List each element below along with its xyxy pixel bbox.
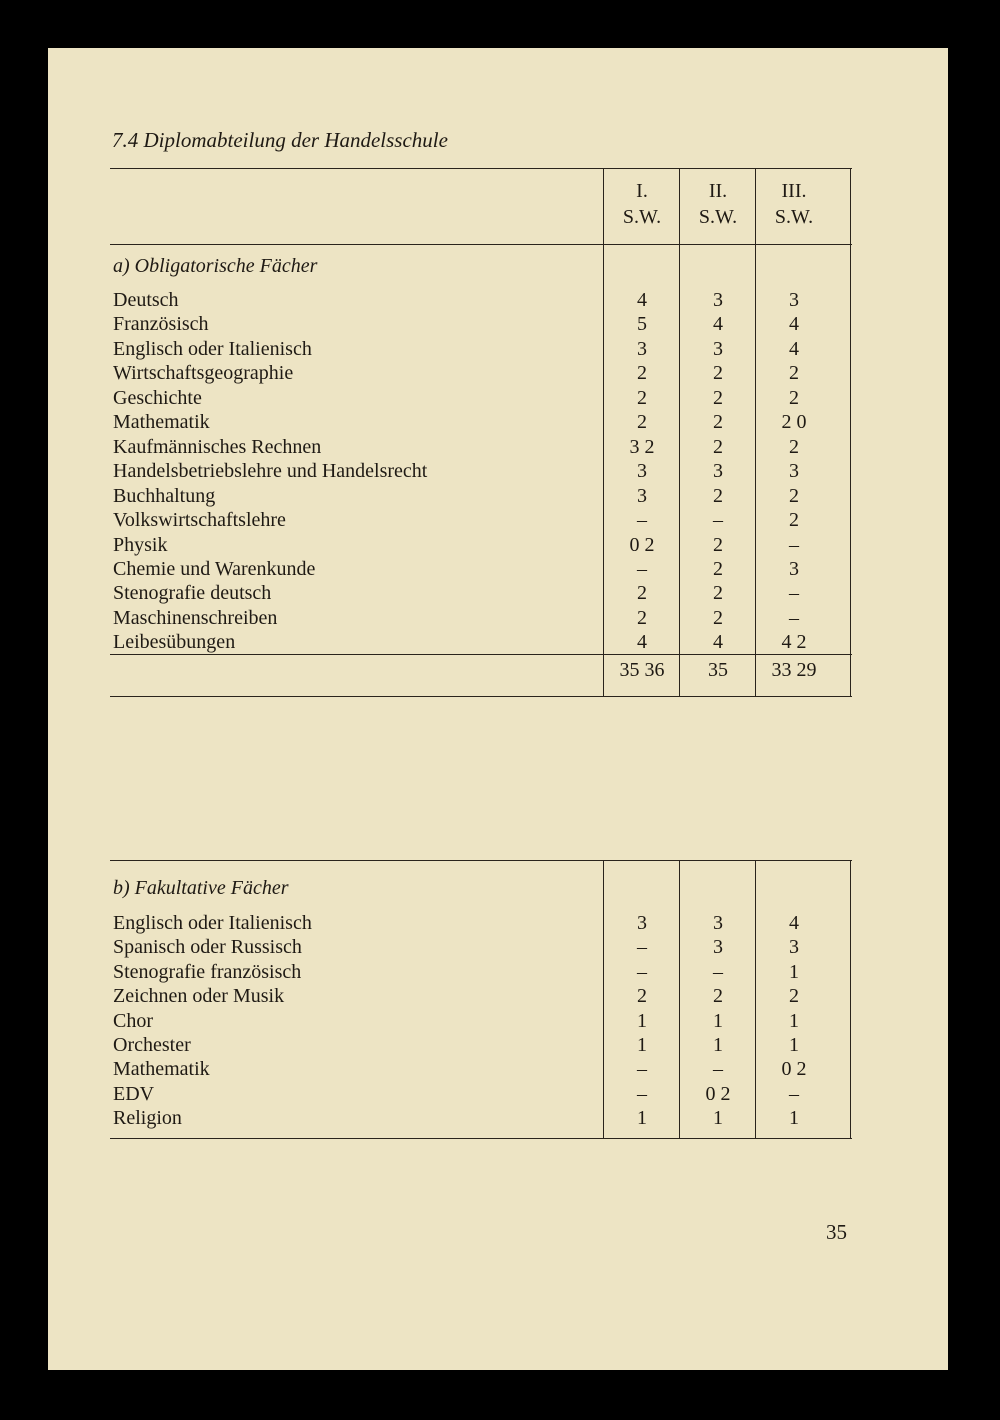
hours-col-1: 3 — [637, 460, 647, 483]
hours-col-1: – — [637, 1058, 647, 1081]
column-header-2: II. S.W. — [698, 180, 738, 228]
table-row — [110, 1057, 852, 1081]
table-row — [110, 533, 852, 557]
table-row — [110, 1106, 852, 1130]
subject-label: Französisch — [113, 313, 209, 336]
subject-label: Englisch oder Italienisch — [113, 337, 312, 360]
table-row — [110, 911, 852, 935]
hours-col-3: 0 2 — [781, 1058, 807, 1081]
table-row — [110, 288, 852, 312]
hours-col-2: 4 — [713, 631, 723, 654]
hours-col-1: 1 — [637, 1107, 647, 1130]
hours-col-2: 2 — [713, 386, 723, 409]
hours-col-2: 2 — [713, 411, 723, 434]
hours-col-3: 2 — [789, 386, 799, 409]
table-row — [110, 435, 852, 459]
hours-col-2: 2 — [713, 606, 723, 629]
hours-col-2: 1 — [713, 1107, 723, 1130]
section-b-label: b) Fakultative Fächer — [113, 877, 289, 899]
hours-col-3: 4 — [789, 912, 799, 934]
hours-col-1: 2 — [637, 606, 647, 629]
hours-col-1: 0 2 — [629, 533, 655, 556]
hours-col-2: 3 — [713, 912, 723, 934]
hours-col-2: 1 — [713, 1009, 723, 1032]
hours-col-1: – — [637, 557, 647, 580]
hours-col-1: 2 — [637, 582, 647, 605]
table-row — [110, 1009, 852, 1033]
subject-label: Chor — [113, 1009, 153, 1032]
hours-col-1: 2 — [637, 362, 647, 385]
total-col-3: 33 29 — [771, 659, 817, 681]
table-row — [110, 337, 852, 361]
hours-col-1: – — [637, 1082, 647, 1105]
hours-col-3: 2 — [789, 362, 799, 385]
hours-col-2: 4 — [713, 313, 723, 336]
hours-col-1: 1 — [637, 1034, 647, 1056]
subject-label: Religion — [113, 1107, 182, 1130]
table-row — [110, 386, 852, 410]
hours-col-1: 5 — [637, 313, 647, 336]
hours-col-2: 1 — [713, 1034, 723, 1056]
table-row — [110, 984, 852, 1008]
subject-label: Buchhaltung — [113, 484, 216, 507]
table-row — [110, 459, 852, 483]
page-number: 35 — [826, 1220, 847, 1244]
hours-col-2: 2 — [713, 435, 723, 458]
hours-col-3: 1 — [789, 1009, 799, 1032]
hours-col-1: 3 — [637, 912, 647, 934]
hours-col-1: – — [637, 960, 647, 983]
hours-col-1: – — [637, 509, 647, 532]
hours-col-1: 2 — [637, 985, 647, 1008]
hours-col-2: 3 — [713, 337, 723, 360]
subject-label: Englisch oder Italienisch — [113, 912, 312, 934]
hours-col-1: – — [637, 936, 647, 959]
subject-label: Handelsbetriebslehre und Handelsrecht — [113, 460, 428, 483]
table-row — [110, 581, 852, 605]
total-col-1: 35 36 — [619, 659, 665, 681]
table-row — [110, 484, 852, 508]
table-row — [110, 557, 852, 581]
hours-col-2: 3 — [713, 289, 723, 311]
hours-col-3: 2 0 — [781, 411, 807, 434]
section-a-label: a) Obligatorische Fächer — [113, 255, 318, 277]
hours-col-3: 1 — [789, 1034, 799, 1056]
table-row — [110, 606, 852, 630]
hours-col-3: 4 — [789, 313, 799, 336]
hours-col-1: 3 — [637, 337, 647, 360]
subject-label: Kaufmännisches Rechnen — [113, 435, 322, 458]
obligatory-subjects-table — [110, 168, 852, 698]
hours-col-3: 3 — [789, 557, 799, 580]
hours-col-3: 2 — [789, 985, 799, 1008]
subject-label: Stenografie französisch — [113, 960, 302, 983]
hours-col-2: 2 — [713, 484, 723, 507]
subject-label: EDV — [113, 1082, 155, 1105]
hours-col-3: 4 2 — [781, 631, 807, 654]
subject-label: Orchester — [113, 1034, 191, 1056]
hours-col-2: 0 2 — [705, 1082, 731, 1105]
hours-col-3: 3 — [789, 289, 799, 311]
subject-label: Spanisch oder Russisch — [113, 936, 302, 959]
hours-col-2: 3 — [713, 460, 723, 483]
subject-label: Wirtschaftsgeographie — [113, 362, 294, 385]
subject-label: Mathematik — [113, 1058, 210, 1081]
hours-col-1: 4 — [637, 289, 647, 311]
hours-col-3: – — [789, 606, 799, 629]
subject-label: Mathematik — [113, 411, 210, 434]
subject-label: Leibesübungen — [113, 631, 236, 654]
table-row — [110, 361, 852, 385]
hours-col-1: 2 — [637, 386, 647, 409]
hours-col-3: 4 — [789, 337, 799, 360]
hours-col-3: – — [789, 582, 799, 605]
subject-label: Chemie und Warenkunde — [113, 557, 316, 580]
hours-col-3: 3 — [789, 460, 799, 483]
hours-col-3: 2 — [789, 484, 799, 507]
table-row — [110, 960, 852, 984]
totals-row — [110, 658, 852, 682]
hours-col-3: 1 — [789, 960, 799, 983]
hours-col-3: 1 — [789, 1107, 799, 1130]
hours-col-2: 2 — [713, 557, 723, 580]
subject-label: Stenografie deutsch — [113, 582, 272, 605]
subject-label: Physik — [113, 533, 168, 556]
column-header-1: I. S.W. — [622, 180, 662, 228]
column-header-3: III. S.W. — [774, 180, 814, 228]
hours-col-1: 1 — [637, 1009, 647, 1032]
hours-col-2: – — [713, 1058, 723, 1081]
total-col-2: 35 — [708, 659, 728, 681]
table-row — [110, 312, 852, 336]
table-row — [110, 1033, 852, 1057]
table-row — [110, 630, 852, 654]
optional-subjects-table — [110, 860, 852, 1140]
hours-col-1: 2 — [637, 411, 647, 434]
table-row — [110, 935, 852, 959]
subject-label: Zeichnen oder Musik — [113, 985, 285, 1008]
hours-col-1: 3 2 — [629, 435, 655, 458]
hours-col-1: 4 — [637, 631, 647, 654]
subject-label: Geschichte — [113, 386, 202, 409]
table-row — [110, 508, 852, 532]
hours-col-3: 3 — [789, 936, 799, 959]
section-title: 7.4 Diplomabteilung der Handelsschule — [112, 128, 448, 152]
hours-col-2: 2 — [713, 362, 723, 385]
hours-col-1: 3 — [637, 484, 647, 507]
hours-col-2: 2 — [713, 582, 723, 605]
hours-col-2: – — [713, 509, 723, 532]
hours-col-3: 2 — [789, 509, 799, 532]
subject-label: Deutsch — [113, 289, 179, 311]
table-row — [110, 410, 852, 434]
hours-col-2: – — [713, 960, 723, 983]
hours-col-3: – — [789, 1082, 799, 1105]
hours-col-3: – — [789, 533, 799, 556]
subject-label: Maschinenschreiben — [113, 606, 278, 629]
hours-col-3: 2 — [789, 435, 799, 458]
hours-col-2: 2 — [713, 533, 723, 556]
hours-col-2: 3 — [713, 936, 723, 959]
subject-label: Volkswirtschaftslehre — [113, 509, 286, 532]
table-row — [110, 1082, 852, 1106]
hours-col-2: 2 — [713, 985, 723, 1008]
